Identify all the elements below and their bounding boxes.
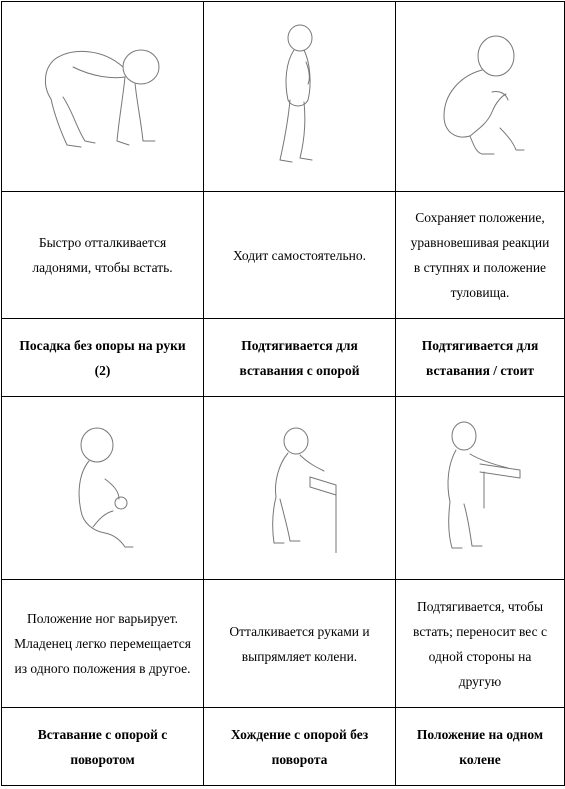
description-row-1 [2,192,565,319]
baby-pulling-up-to-stand-illustration [430,418,530,558]
illustration-cell-3 [396,2,565,192]
description-cell: Положение ног варьирует. Младенец легко перемещается из одного положения в другое. [2,580,204,708]
description-cell: Сохраняет положение, уравновешивая реакции в ступнях и положение туловища. [396,192,565,319]
description-cell: Ходит самостоятельно. [204,192,396,319]
description-cell: Отталкивается руками и выпрямляет колени. [204,580,396,708]
baby-pushing-on-support-illustration [250,423,350,553]
baby-pushing-up-to-stand-illustration [33,37,173,157]
illustration-cell-5 [204,397,396,580]
milestone-title: Посадка без опоры на руки (2) [2,319,204,397]
description-cell: Подтягивается, чтобы встать; переносит вес с одной стороны на другую [396,580,565,708]
illustration-cell-6 [396,397,565,580]
description-cell: Быстро отталкивается ладонями, чтобы встать. [2,192,204,319]
description-row-2 [2,580,565,708]
milestone-title: Подтягивается для вставания с опорой [204,319,396,397]
milestone-title: Вставание с опорой с поворотом [2,708,204,786]
title-row-1 [2,319,565,397]
illustration-cell-4 [2,397,204,580]
title-row-2 [2,708,565,786]
milestone-grid [1,1,565,786]
baby-sitting-varied-legs-illustration [63,423,143,553]
baby-walking-independently-illustration [270,22,330,172]
baby-squatting-illustration [430,32,530,162]
milestone-title: Подтягивается для вставания / стоит [396,319,565,397]
image-row-2 [2,397,565,580]
illustration-cell-2 [204,2,396,192]
milestone-title: Положение на одном колене [396,708,565,786]
illustration-cell-1 [2,2,204,192]
milestone-title: Хождение с опорой без поворота [204,708,396,786]
image-row-1 [2,2,565,192]
